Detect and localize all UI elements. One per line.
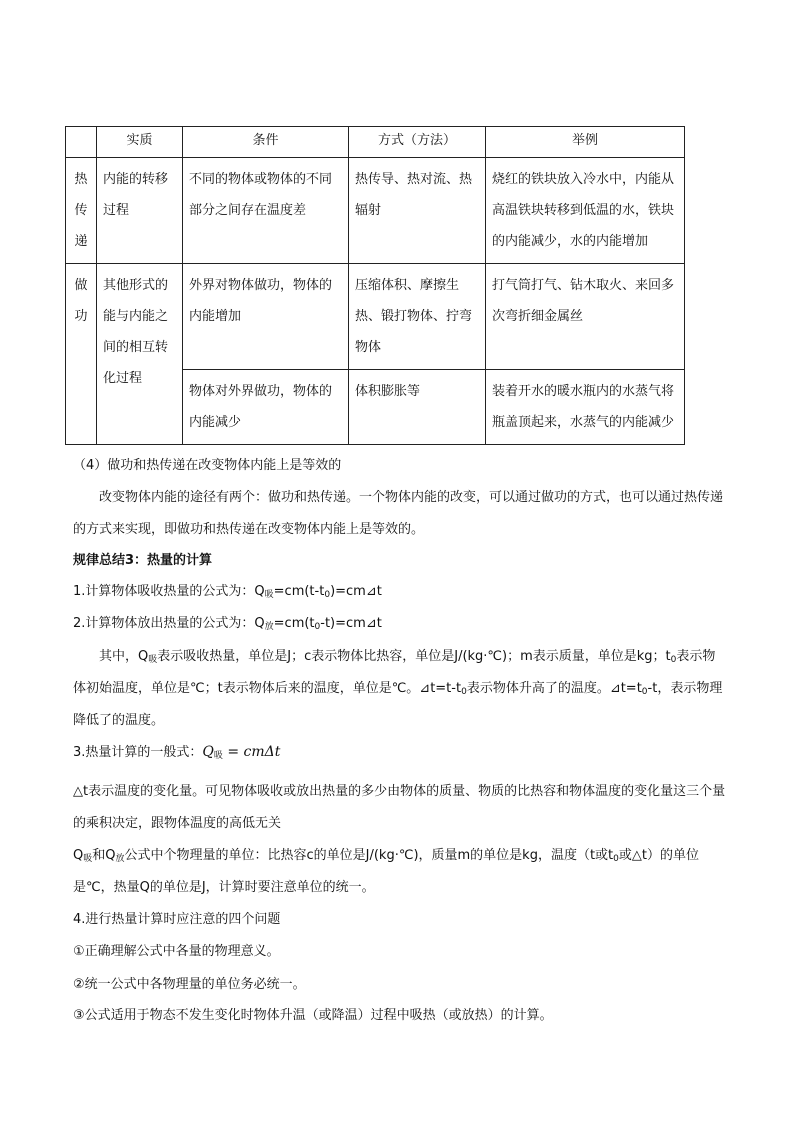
table-row bbox=[66, 264, 685, 370]
table-cell: 不同的物体或物体的不同部分之间存在温度差 bbox=[183, 158, 349, 264]
item4b-title: 4.进行热量计算时应注意的四个问题 bbox=[73, 912, 281, 927]
table-cell: 装着开水的暖水瓶内的水蒸气将瓶盖顶起来，水蒸气的内能减少 bbox=[486, 370, 685, 445]
table-header-cell: 条件 bbox=[183, 127, 349, 158]
table-cell: 热传导、热对流、热辐射 bbox=[349, 158, 486, 264]
general-prefix: 3.热量计算的一般式： bbox=[73, 745, 203, 760]
expl-text: 其中，Q bbox=[99, 649, 149, 664]
expl-text: 表示吸收热量，单位是J；c表示物体比热容，单位是J/(kg·℃)；m表示质量，单位是kg；t bbox=[157, 649, 671, 664]
formula-text: )=cm⊿t bbox=[330, 584, 382, 599]
table-row bbox=[66, 158, 685, 264]
table-cell: 外界对物体做功，物体的内能增加 bbox=[183, 264, 349, 370]
formula-text: =cm(t bbox=[273, 616, 315, 631]
note-2: ②统一公式中各物理量的单位务必统一。 bbox=[73, 977, 306, 992]
formula-absorb bbox=[73, 582, 723, 602]
formula-release bbox=[73, 614, 723, 634]
units-sub: 0 bbox=[613, 854, 619, 864]
units-paragraph bbox=[73, 840, 728, 904]
expl-sub: 吸 bbox=[148, 655, 158, 665]
formula-text: 2.计算物体放出热量的公式为：Q bbox=[73, 616, 265, 631]
units-text: Q bbox=[73, 848, 84, 863]
table-header-cell: 实质 bbox=[97, 127, 183, 158]
formula-text: 1.计算物体吸收热量的公式为：Q bbox=[73, 584, 265, 599]
table-header-cell: 举例 bbox=[486, 127, 685, 158]
expl-text: 表示物体初始温度，单位是℃；t表示物体后来的温度，单位是℃。⊿t=t-t bbox=[73, 649, 716, 696]
formula-sub: 0 bbox=[314, 622, 321, 632]
expl-sub: 0 bbox=[670, 655, 677, 665]
item4-title: （4）做功和热传递在改变物体内能上是等效的 bbox=[73, 458, 342, 473]
delta-paragraph: △t表示温度的变化量。可见物体吸收或放出热量的多少由物体的质量、物质的比热容和物体温度的变化量这三个量的乘积决定，跟物体温度的高低无关 bbox=[73, 784, 726, 831]
expl-sub: 0 bbox=[641, 687, 648, 697]
item4-body: 改变物体内能的途径有两个：做功和热传递。一个物体内能的改变，可以通过做功的方式，也可以通过热传递的方式来实现，即做功和热传递在改变物体内能上是等效的。 bbox=[73, 490, 724, 537]
expl-text: 表示物体升高了的温度。⊿t=t bbox=[466, 681, 642, 696]
formula-sub: 0 bbox=[324, 590, 331, 600]
formula-text: -t)=cm⊿t bbox=[320, 616, 382, 631]
units-sub: 吸 bbox=[83, 854, 93, 864]
table-cell: 打气筒打气、钻木取火、来回多次弯折细金属丝 bbox=[486, 264, 685, 370]
expl-sub: 0 bbox=[461, 687, 467, 697]
comparison-table bbox=[65, 126, 685, 445]
table-cell: 物体对外界做功，物体的内能减少 bbox=[183, 370, 349, 445]
general-sub: 吸 bbox=[213, 751, 223, 761]
table-header-cell bbox=[66, 127, 97, 158]
table-cell: 压缩体积、摩擦生热、锻打物体、拧弯物体 bbox=[349, 264, 486, 370]
table-header-cell: 方式（方法） bbox=[349, 127, 486, 158]
table-cell: 烧红的铁块放入冷水中，内能从高温铁块转移到低温的水，铁块的内能减少，水的内能增加 bbox=[486, 158, 685, 264]
formula-explanation bbox=[73, 641, 728, 737]
table-cell: 体积膨胀等 bbox=[349, 370, 486, 445]
units-sub: 放 bbox=[115, 854, 125, 864]
units-text: 或△t）的单位是℃，热量Q的单位是J，计算时要注意单位的统一。 bbox=[73, 848, 699, 895]
table-cell: 其他形式的能与内能之间的相互转化过程 bbox=[97, 264, 183, 445]
summary-title: 规律总结3：热量的计算 bbox=[73, 553, 213, 568]
general-formula bbox=[73, 742, 723, 763]
note-1: ①正确理解公式中各量的物理意义。 bbox=[73, 944, 280, 959]
expl-text: -t，表示物理降低了的温度。 bbox=[73, 681, 723, 728]
units-text: 公式中个物理量的单位：比热容c的单位是J/(kg·℃)，质量m的单位是kg，温度（t或t bbox=[124, 848, 614, 863]
units-text: 和Q bbox=[92, 848, 116, 863]
formula-sub: 吸 bbox=[264, 590, 274, 600]
formula-sub: 放 bbox=[264, 622, 274, 632]
note-3: ③公式适用于物态不发生变化时物体升温（或降温）过程中吸热（或放热）的计算。 bbox=[73, 1008, 553, 1023]
table-header-row bbox=[66, 127, 685, 158]
row-type-work: 做功 bbox=[66, 264, 97, 445]
table-cell: 内能的转移过程 bbox=[97, 158, 183, 264]
formula-text: =cm(t-t bbox=[273, 584, 325, 599]
row-type-heat-transfer: 热传递 bbox=[66, 158, 97, 264]
general-Q: Q bbox=[202, 744, 214, 760]
general-rest: = cmΔt bbox=[222, 744, 281, 760]
